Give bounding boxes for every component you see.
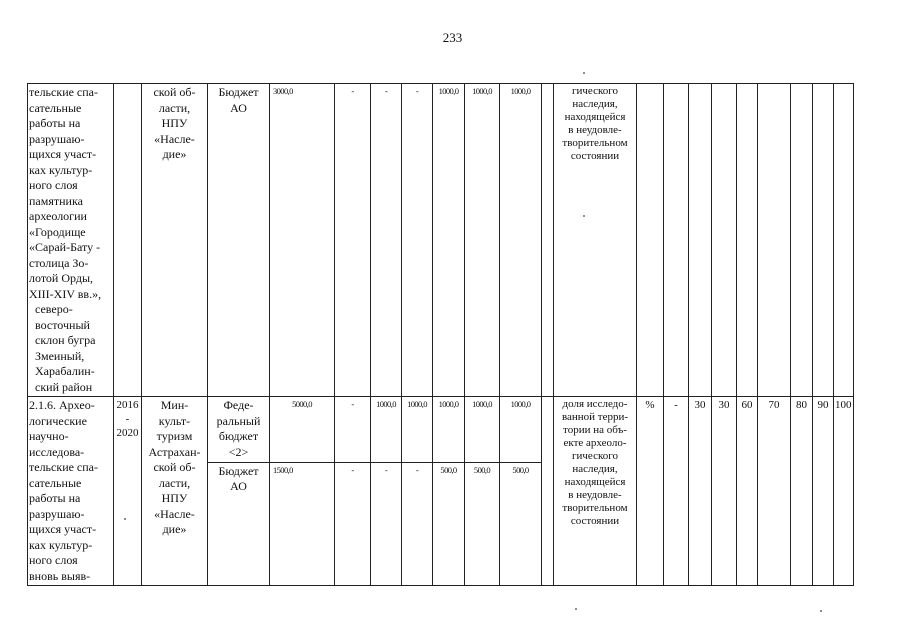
unit-cell xyxy=(637,84,664,397)
table-row xyxy=(28,397,854,463)
total-cell: 5000,0 xyxy=(270,397,335,463)
measure-name-cell: 2.1.6. Архео- логические научно- исследова- тельские спа- сательные работы на разрушаю- щихся участ- ках культур- ного слоя вновь выяв- xyxy=(28,397,114,586)
scan-speck xyxy=(124,518,126,520)
scan-speck xyxy=(575,608,577,610)
year-6-cell: 1000,0 xyxy=(500,84,542,397)
empty-cell xyxy=(542,84,554,397)
executor-cell: ской об- ласти, НПУ «Насле- дие» xyxy=(142,84,208,397)
target-cell: 30 xyxy=(712,397,737,586)
year-1-cell: - xyxy=(335,84,371,397)
year-6-cell: 1000,0 xyxy=(500,397,542,463)
target-cell xyxy=(758,84,791,397)
base-cell: - xyxy=(664,397,689,586)
year-1-cell: - xyxy=(335,462,371,585)
target-cell: 100 xyxy=(834,397,854,586)
target-cell xyxy=(834,84,854,397)
year-5-cell: 1000,0 xyxy=(465,397,500,463)
indicator-cell: доля исследо- ванной терри- тории на объ- екте археоло- гического наследия, находящейся в неудовле- творительном состоянии xyxy=(554,397,637,586)
year-3-cell: 1000,0 xyxy=(402,397,433,463)
program-table xyxy=(27,83,854,586)
total-cell: 3000,0 xyxy=(270,84,335,397)
year-3-cell: - xyxy=(402,84,433,397)
total-cell: 1500,0 xyxy=(270,462,335,585)
year-3-cell: - xyxy=(402,462,433,585)
funding-source-cell: Бюджет АО xyxy=(208,462,270,585)
year-6-cell: 500,0 xyxy=(500,462,542,585)
measure-name-cell: тельские спа- сательные работы на разрушаю- щихся участ- ках культур- ного слоя памятника археологии «Городище «Сарай-Бату - столица Зо- лотой Орды, XIII-XIV вв.», северо- восточный склон бугра Змеиный, Харабалин- ский район xyxy=(28,84,114,397)
executor-cell: Мин- культ- туризм Астрахан- ской об- ласти, НПУ «Насле- дие» xyxy=(142,397,208,586)
target-cell xyxy=(737,84,758,397)
period-cell xyxy=(114,84,142,397)
target-cell: 30 xyxy=(689,397,712,586)
target-cell xyxy=(791,84,813,397)
target-cell xyxy=(712,84,737,397)
year-4-cell: 1000,0 xyxy=(433,84,465,397)
scan-speck xyxy=(820,610,822,612)
year-2-cell: - xyxy=(371,462,402,585)
year-4-cell: 500,0 xyxy=(433,462,465,585)
target-cell xyxy=(689,84,712,397)
table-row xyxy=(28,84,854,397)
scan-speck xyxy=(583,72,585,74)
period-cell: 2016 - 2020 xyxy=(114,397,142,586)
scan-speck xyxy=(583,215,585,217)
year-5-cell: 500,0 xyxy=(465,462,500,585)
page-number: 233 xyxy=(442,30,463,45)
target-cell: 70 xyxy=(758,397,791,586)
year-4-cell: 1000,0 xyxy=(433,397,465,463)
target-cell: 60 xyxy=(737,397,758,586)
unit-cell: % xyxy=(637,397,664,586)
target-cell xyxy=(813,84,834,397)
target-cell: 90 xyxy=(813,397,834,586)
empty-cell xyxy=(542,397,554,586)
funding-source-cell: Феде- ральный бюджет <2> xyxy=(208,397,270,463)
indicator-cell: гического наследия, находящейся в неудовле- творительном состоянии xyxy=(554,84,637,397)
year-2-cell: - xyxy=(371,84,402,397)
year-1-cell: - xyxy=(335,397,371,463)
funding-source-cell: Бюджет АО xyxy=(208,84,270,397)
year-5-cell: 1000,0 xyxy=(465,84,500,397)
target-cell: 80 xyxy=(791,397,813,586)
year-2-cell: 1000,0 xyxy=(371,397,402,463)
base-cell xyxy=(664,84,689,397)
